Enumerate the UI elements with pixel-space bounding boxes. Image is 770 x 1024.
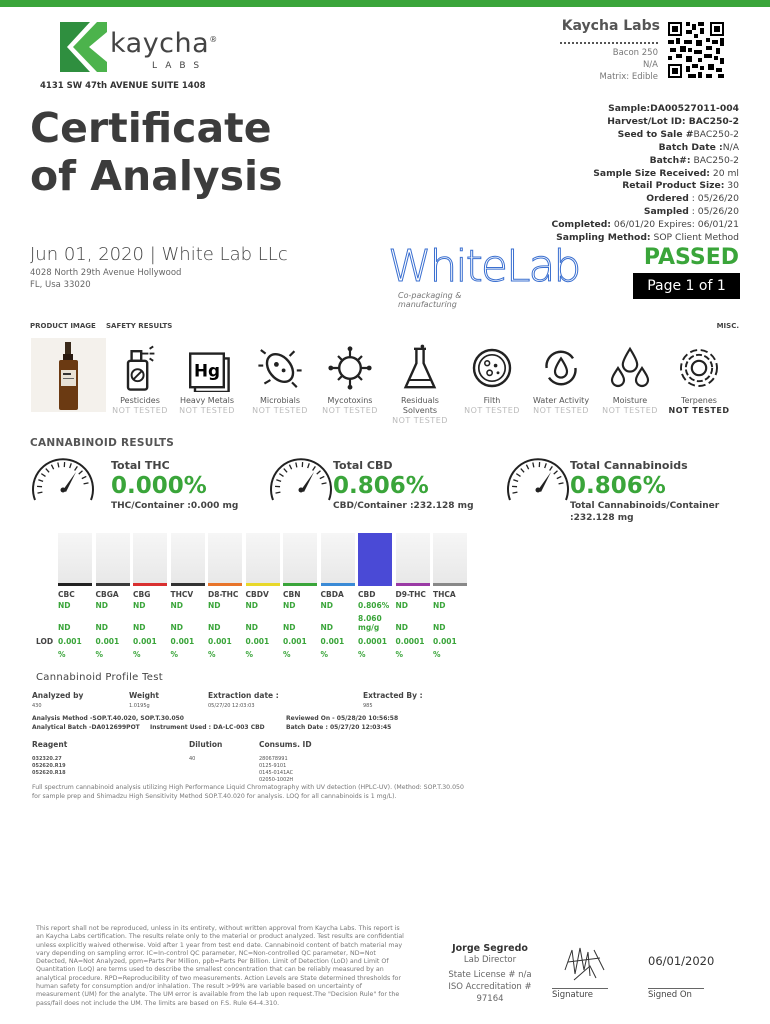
- safety-name-line2: Solvents: [402, 406, 438, 415]
- consums-item: 02050-1002H: [259, 777, 294, 783]
- lod-value: 0.001: [170, 637, 195, 646]
- percent-value: ND: [170, 601, 184, 610]
- unit-label: %: [95, 650, 104, 659]
- bar-column: [133, 533, 167, 583]
- safety-name: Water Activity: [532, 396, 590, 405]
- safety-item: [456, 344, 528, 416]
- extraction-date: 05/27/20 12:03:03: [208, 703, 255, 709]
- bar-color-swatch: [171, 583, 205, 586]
- sample-info-row: [419, 193, 739, 206]
- lod-value: 0.001: [245, 637, 270, 646]
- consums-item: 0125-9101: [259, 763, 287, 769]
- reagent-item: 052620.R18: [32, 770, 66, 776]
- hg-icon-text: Hg: [193, 360, 221, 381]
- percent-value: ND: [283, 601, 296, 610]
- bar-column: [96, 533, 130, 583]
- logo-text: kaycha®: [110, 28, 218, 59]
- reagent-item: 052620.R19: [32, 763, 66, 769]
- water-cycle-icon: [537, 344, 585, 392]
- director-name: Jorge Segredo: [452, 943, 528, 954]
- hg-icon: [183, 344, 231, 392]
- consums-item: 280678991: [259, 756, 288, 762]
- gauge-icon: [505, 458, 571, 506]
- signed-on-label: Signed On: [648, 990, 692, 1000]
- sample-info-value: : 05/26/20: [688, 193, 739, 205]
- lod-label: LOD: [36, 637, 54, 646]
- safety-name: Heavy Metals: [179, 396, 235, 405]
- sample-info-value: BAC250-2: [690, 154, 739, 166]
- unit-label: %: [395, 650, 404, 659]
- percent-value: ND: [208, 601, 221, 610]
- sample-info-label: Ordered: [646, 193, 689, 205]
- product-image-label: PRODUCT IMAGE: [30, 322, 96, 330]
- lod-value: 0.001: [133, 637, 157, 646]
- total-per-container: THC/Container :0.000 mg: [111, 501, 239, 511]
- safety-item: [104, 344, 176, 416]
- percent-value: ND: [320, 601, 334, 610]
- analyzed-by: 430: [32, 703, 42, 709]
- safety-status: NOT TESTED: [464, 406, 520, 415]
- mg-value: ND: [395, 623, 409, 632]
- sample-info-row: [419, 219, 739, 232]
- total-label: Total THC: [111, 459, 170, 472]
- bar-color-swatch: [321, 583, 355, 586]
- unit-label: %: [283, 650, 291, 659]
- sample-info-value: BAC250-2: [693, 128, 739, 140]
- safety-item: [525, 344, 597, 416]
- percent-value: ND: [133, 601, 146, 610]
- analytical-batch: Analytical Batch -DA012699POT: [32, 724, 140, 731]
- sample-info-value: 30: [724, 180, 739, 192]
- safety-status: NOT TESTED: [322, 406, 378, 415]
- cannabinoid-results-title: CANNABINOID RESULTS: [30, 437, 175, 449]
- sample-info-label: Batch Date :: [658, 141, 723, 153]
- sample-info: [419, 103, 739, 245]
- microbe-icon: [256, 344, 304, 392]
- sample-info-label: Sample:: [608, 103, 651, 114]
- unit-label: %: [433, 650, 441, 659]
- sample-info-value: DA00527011-004: [650, 103, 739, 114]
- percent-value: ND: [95, 601, 109, 610]
- virus-icon: [326, 344, 374, 392]
- signature-line: [552, 988, 608, 989]
- bar-color-swatch: [96, 583, 130, 586]
- lod-value: 0.001: [58, 637, 82, 646]
- method-note: Full spectrum cannabinoid analysis utilizing High Performance Liquid Chromatography with UV detection (HPLC-UV). (Method: SOP.T.30.050 for sample prep and Shimadzu High Sensitivity Method SOP.T.40.020 for analysis. LOQ for all cannabinoids is 1 mg/L).: [32, 784, 464, 800]
- category-label: THCV: [170, 590, 194, 599]
- mg-value: ND: [95, 623, 109, 632]
- sample-info-label: Sampled: [643, 206, 689, 218]
- iso-accreditation: ISO Accreditation # 97164: [448, 982, 532, 1004]
- sample-info-value: SOP Client Method: [650, 232, 739, 244]
- lod-value: 0.0001: [395, 637, 425, 646]
- safety-status: NOT TESTED: [112, 406, 168, 415]
- unit-label: %: [170, 650, 179, 659]
- unit-label: %: [208, 650, 216, 659]
- category-label: CBG: [133, 590, 151, 599]
- category-label: CBDA: [320, 590, 344, 599]
- extracted-by: 985: [363, 703, 373, 709]
- lod-value: 0.0001: [358, 637, 387, 646]
- category-label: CBDV: [245, 590, 269, 599]
- product-na: N/A: [642, 60, 658, 70]
- analysis-method: Analysis Method -SOP.T.40.020, SOP.T.30.050: [32, 715, 184, 722]
- mg-value: ND: [433, 623, 446, 632]
- unit-label: %: [358, 650, 366, 659]
- bar-column: [321, 533, 355, 583]
- category-label: CBC: [58, 590, 75, 599]
- total-per-container: Total Cannabinoids/Container: [570, 501, 720, 511]
- lod-value: 0.001: [95, 637, 120, 646]
- page-indicator: Page 1 of 1: [633, 273, 740, 299]
- bar-color-swatch: [433, 583, 467, 586]
- safety-status: NOT TESTED: [533, 406, 589, 415]
- weight: 1.0195g: [129, 703, 150, 709]
- product-image: [31, 338, 106, 412]
- consums-label: Consums. ID: [259, 740, 312, 749]
- safety-name: Filth: [483, 396, 501, 405]
- safety-name: Moisture: [612, 396, 648, 405]
- percent-value: 0.806%: [358, 601, 390, 610]
- sample-info-value: 06/01/20 Expires: 06/01/21: [610, 219, 739, 231]
- lod-value: 0.001: [320, 637, 345, 646]
- sample-info-row: [419, 206, 739, 219]
- sample-info-value: BAC250-2: [685, 115, 739, 127]
- bar-color-swatch: [133, 583, 167, 586]
- result-status: PASSED: [643, 245, 739, 270]
- mg-unit: mg/g: [358, 623, 380, 632]
- reagent-item: 032320.27: [32, 756, 62, 762]
- bar-color-swatch: [283, 583, 317, 586]
- sample-info-value: N/A: [722, 141, 739, 153]
- safety-status: NOT TESTED: [668, 406, 730, 415]
- state-license: State License # n/a: [448, 970, 532, 980]
- category-label: THCA: [433, 590, 456, 599]
- total-value: 0.000%: [111, 473, 207, 499]
- safety-name: Terpenes: [681, 396, 717, 405]
- lab-address: 4131 SW 47th AVENUE SUITE 1408: [40, 81, 206, 91]
- mg-value: ND: [208, 623, 221, 632]
- mg-value: ND: [245, 623, 259, 632]
- bar-color-swatch: [208, 583, 242, 586]
- total-label: Total Cannabinoids: [570, 459, 688, 472]
- reagent-list: [32, 756, 66, 777]
- batch-date: Batch Date : 05/27/20 12:03:45: [286, 724, 392, 731]
- total-per-container: CBD/Container :232.128 mg: [333, 501, 474, 511]
- mg-value: ND: [170, 623, 184, 632]
- percent-value: ND: [395, 601, 409, 610]
- mg-value: ND: [283, 623, 296, 632]
- sample-info-label: Completed:: [551, 219, 611, 231]
- sample-info-label: Sampling Method:: [556, 232, 651, 244]
- sample-info-label: Batch#:: [649, 154, 691, 166]
- reviewed-on: Reviewed On - 05/28/20 10:56:58: [286, 715, 399, 722]
- safety-item: [594, 344, 666, 416]
- terpene-flower-icon: [675, 344, 723, 392]
- safety-name: Pesticides: [120, 396, 160, 405]
- safety-results-label: SAFETY RESULTS: [106, 322, 173, 330]
- unit-label: %: [58, 650, 66, 659]
- signature-scribble-icon: [560, 940, 610, 985]
- petri-dish-icon: [468, 344, 516, 392]
- dilution: 40: [189, 756, 196, 762]
- lab-name: Kaycha Labs: [561, 18, 660, 34]
- extracted-by-label: Extracted By :: [363, 691, 423, 700]
- mg-value: ND: [58, 623, 71, 632]
- bar-column: [433, 533, 467, 583]
- sample-info-row: [419, 103, 739, 116]
- sample-info-row: [419, 168, 739, 181]
- sample-info-label: Seed to Sale #: [617, 128, 694, 140]
- sample-info-label: Sample Size Received:: [593, 167, 710, 179]
- unit-label: %: [133, 650, 141, 659]
- droplets-icon: [606, 344, 654, 392]
- total-per-container-line2: :232.128 mg: [570, 513, 634, 523]
- safety-item: [314, 344, 386, 416]
- misc-label: MISC.: [716, 322, 739, 330]
- weight-label: Weight: [129, 691, 159, 700]
- signed-date: 06/01/2020: [648, 954, 715, 968]
- page-title: Certificate of Analysis: [30, 104, 283, 200]
- client-logo: WhiteLab Co-packaging & manufacturing: [388, 241, 580, 309]
- bar-column: [58, 533, 92, 583]
- spray-bottle-icon: [116, 344, 164, 392]
- client-address: 4028 North 29th Avenue Hollywood FL, Usa 33020: [30, 268, 182, 290]
- dotted-divider: [560, 42, 658, 44]
- safety-item: [663, 344, 735, 416]
- bar-color-swatch: [246, 583, 280, 586]
- category-label: CBD: [358, 590, 376, 599]
- analyzed-by-label: Analyzed by: [32, 691, 84, 700]
- safety-status: NOT TESTED: [179, 406, 235, 415]
- category-label: CBN: [283, 590, 301, 599]
- disclaimer: This report shall not be reproduced, unless in its entirety, without written approval from Kaycha Labs. This report is an Kaycha Labs certification. The results relate only to the material or product analyzed. Test results are confidential unless explicitly waived otherwise. Void after 1 year from test end date. Cannabinoid content of batch material may vary depending on sampling error. IC=In-control QC parameter, NC=Non-controlled QC parameter, ND=Not Detected, NA=Not Analyzed, ppm=Parts Per Million, ppb=Parts Per Billion. Limit of Detection (LoD) and Limit Of Quantitation (LoQ) are terms used to describe the smallest concentration that can be reliably measured by an analytical procedure. RPD=Reproducibility of two measurements. Action Levels are State determined thresholds for human safety for consumption and/or inhalation. The result >99% are variable based on uncertainty of measurement (UM) for the analyte. The UM error is available from the lab upon request.The "Decision Rule" for the pass/fail does not include the UM. The limits are based on F.S. Rule 64-4.310.: [36, 925, 404, 1007]
- sample-info-row: [419, 180, 739, 193]
- safety-name: Microbials: [259, 396, 301, 405]
- dilution-label: Dilution: [189, 740, 223, 749]
- mg-value: ND: [133, 623, 146, 632]
- category-label: CBGA: [95, 590, 119, 599]
- safety-status: NOT TESTED: [252, 406, 308, 415]
- lod-value: 0.001: [208, 637, 232, 646]
- sample-info-value: : 05/26/20: [688, 206, 739, 218]
- extraction-date-label: Extraction date :: [208, 691, 279, 700]
- safety-name: Residuals: [401, 396, 439, 405]
- lod-value: 0.001: [433, 637, 457, 646]
- bar-column: [283, 533, 317, 583]
- consums-list: [259, 756, 293, 784]
- top-accent-bar: [0, 0, 770, 7]
- lod-value: 0.001: [283, 637, 307, 646]
- qr-code-icon: [668, 22, 724, 78]
- sample-info-row: [419, 129, 739, 142]
- signed-on-line: [648, 988, 704, 989]
- total-value: 0.806%: [333, 473, 429, 499]
- bar-color-swatch: [396, 583, 430, 586]
- total-value: 0.806%: [570, 473, 666, 499]
- mg-value: 8.060: [358, 614, 382, 623]
- signature-label: Signature: [552, 990, 594, 1000]
- gauge-icon: [30, 458, 96, 506]
- bar-color-swatch: [358, 583, 392, 586]
- sample-info-label: Harvest/Lot ID:: [607, 115, 686, 127]
- bar: [358, 533, 392, 583]
- flask-icon: [396, 344, 444, 392]
- sample-info-value: 20 ml: [709, 167, 739, 179]
- mg-value: ND: [320, 623, 334, 632]
- safety-item: [384, 344, 456, 426]
- client-date-line: Jun 01, 2020 | White Lab LLc: [30, 244, 288, 265]
- percent-value: ND: [433, 601, 446, 610]
- safety-item: [171, 344, 243, 416]
- safety-item: [244, 344, 316, 416]
- category-label: D8-THC: [208, 590, 239, 599]
- reagent-label: Reagent: [32, 740, 68, 749]
- percent-value: ND: [58, 601, 71, 610]
- unit-label: %: [245, 650, 254, 659]
- bar-column: [171, 533, 205, 583]
- bar-color-swatch: [58, 583, 92, 586]
- sample-info-row: [419, 142, 739, 155]
- gauge-icon: [268, 458, 334, 506]
- sample-info-label: Retail Product Size:: [622, 180, 725, 192]
- total-label: Total CBD: [333, 459, 393, 472]
- safety-status: NOT TESTED: [602, 406, 658, 415]
- bar-column: [208, 533, 242, 583]
- product-name: Bacon 250: [612, 48, 658, 58]
- lab-director-block: [440, 943, 540, 1005]
- percent-value: ND: [245, 601, 259, 610]
- safety-status: NOT TESTED: [392, 416, 448, 425]
- director-title: Lab Director: [463, 955, 517, 965]
- consums-item: 0145-0141AC: [259, 770, 294, 776]
- sample-info-row: [419, 155, 739, 168]
- category-label: D9-THC: [395, 590, 426, 599]
- bar-column: [358, 533, 392, 583]
- profile-title: Cannabinoid Profile Test: [36, 672, 163, 683]
- safety-name: Mycotoxins: [327, 396, 373, 405]
- bar-column: [246, 533, 280, 583]
- matrix: Matrix: Edible: [599, 72, 658, 82]
- bar-column: [396, 533, 430, 583]
- unit-label: %: [320, 650, 329, 659]
- instrument-used: Instrument Used : DA-LC-003 CBD: [150, 724, 265, 731]
- logo-sub: LABS: [152, 61, 208, 71]
- sample-info-row: [419, 116, 739, 129]
